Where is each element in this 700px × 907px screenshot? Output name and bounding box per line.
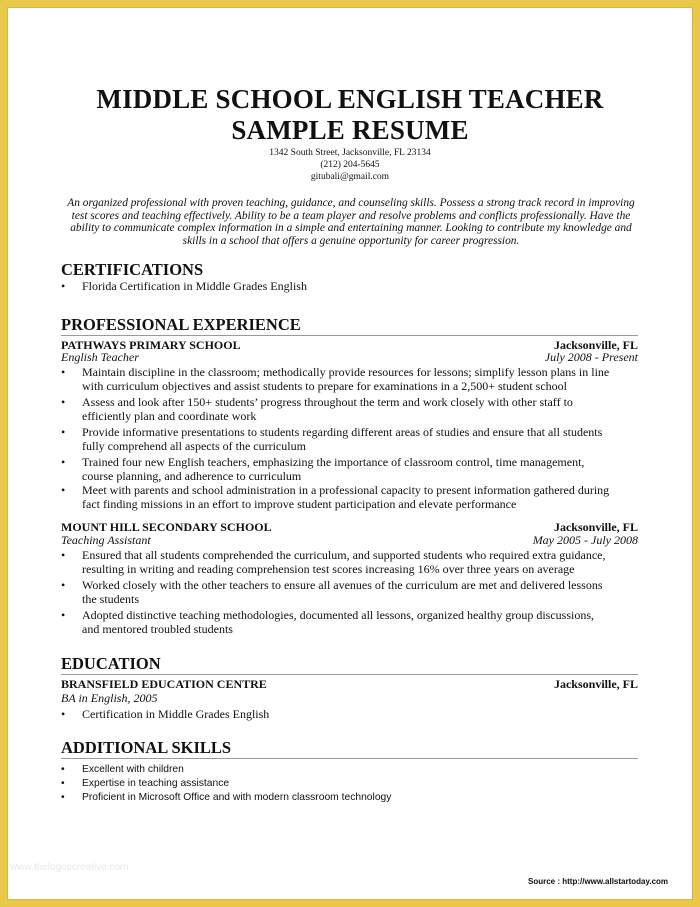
resume-page: MIDDLE SCHOOL ENGLISH TEACHER SAMPLE RESUME 1342 South Street, Jacksonville, FL 23134 (212) 204-5645 gitubali@gmail.com An organized professional with proven teaching, guidance, and counseling skills. Possess a strong track record in improving test scores and teaching effectively. Ability to be a team player and resolve problems and conflicts professionally. Have the ability to communicate complex information in a simple and entertaining manner. Looking to contribute my knowledge and skills in a school that offers a genuine opportunity for career progression. CERTIFICATIONS • Florida Certification in Middle Grades English PROFESSIONAL EXPERIENCE PATHWAYS PRIMARY SCHOOL Jacksonville, FL English Teacher July 2008 - Present • Maintain discipline in the classroom; methodically provide resources for lessons; simplify lesson plans in line with curriculum objectives and assist students to prepare for examinations in a 2,500+ student school • Assess and look after 150+ students’ progress throughout the term and work closely with other staff to efficiently plan and coordinate work • Provide informative presentations to students regarding different areas of studies and ensure that all students fully comprehend all aspects of the curriculum • Trained four new English teachers, emphasizing the importance of classroom control, time management, course planning, and adherence to curriculum • Meet with parents and school administration in a professional capacity to present information gathered during fact finding missions in an effort to improve student participation and elevate performance MOUNT HILL SECONDARY SCHOOL Jacksonville, FL Teaching Assistant May 2005 - July 2008 • Ensured that all students comprehended the curriculum, and supported students who required extra guidance, resulting in writing and reading comprehension test scores increasing 16% over three years on average • Worked closely with the other teachers to ensure all avenues of the curriculum are met and delivered lessons the students • Adopted distinctive teaching methodologies, documented all lessons, organized healthy group discussions, and mentored troubled students EDUCATION BRANSFIELD EDUCATION CENTRE Jacksonville, FL BA in English, 2005 • Certification in Middle Grades English ADDITIONAL SKILLS • Excellent with children • Expertise in teaching assistance • Proficient in Microsoft Office and with modern classroom technology [8, 8, 692, 899]
degree: BA in English, 2005 [61, 691, 158, 705]
certifications-heading: CERTIFICATIONS [61, 260, 204, 279]
bullet-text: the students [82, 591, 139, 606]
skills-heading: ADDITIONAL SKILLS [61, 738, 232, 757]
job-role: Teaching Assistant [61, 533, 151, 547]
bullet-text: fully comprehend all aspects of the curriculum [82, 438, 306, 453]
employer-name: PATHWAYS PRIMARY SCHOOL [61, 338, 241, 352]
bullet-text: resulting in writing and reading comprehension test scores increasing 16% over three years on average [82, 561, 575, 576]
job-subheader [61, 351, 638, 364]
bullet-text: Trained four new English teachers, emphasizing the importance of classroom control, time management, [82, 455, 585, 469]
job-location: Jacksonville, FL [553, 520, 638, 534]
job-dates: May 2005 - July 2008 [532, 533, 638, 547]
job-location: Jacksonville, FL [553, 338, 638, 352]
bullet-text: Maintain discipline in the classroom; methodically provide resources for lessons; simplify lesson plans in line [82, 365, 610, 379]
resume-title-line2: SAMPLE RESUME [231, 115, 469, 145]
bullet-text: Worked closely with the other teachers to ensure all avenues of the curriculum are met and delivered lessons [82, 578, 603, 592]
school-name: BRANSFIELD EDUCATION CENTRE [61, 677, 267, 691]
skill-text: Proficient in Microsoft Office and with modern classroom technology [82, 792, 392, 803]
bullet-text: Provide informative presentations to students regarding different areas of studies and ensure that all students [82, 425, 603, 439]
bullet-text: fact finding missions in an effort to improve student participation and elevate performance [82, 496, 517, 511]
summary-line: skills in a school that offers a genuine opportunity for career progression. [182, 234, 520, 247]
skill-text: Excellent with children [82, 764, 184, 775]
job-dates: July 2008 - Present [544, 350, 638, 364]
resume-title-line1: MIDDLE SCHOOL ENGLISH TEACHER [96, 84, 604, 114]
watermark: www.thelogoscreative.com [10, 862, 129, 873]
address: 1342 South Street, Jacksonville, FL 23134 [269, 148, 431, 158]
email: gitubali@gmail.com [310, 172, 390, 182]
summary-line: ability to communicate complex information in a simple and entertaining manner. Looking to contribute my knowledge and [70, 222, 632, 234]
section-divider [61, 335, 638, 336]
certification-text: Florida Certification in Middle Grades English [82, 279, 307, 293]
source-credit: Source : http://www.allstartoday.com [528, 877, 669, 886]
bullet-text: Ensured that all students comprehended the curriculum, and supported students who required extra guidance, [82, 548, 606, 562]
education-item-text: Certification in Middle Grades English [82, 707, 270, 721]
bullet-text: with curriculum objectives and assist students to prepare for examinations in a 2,500+ student school [82, 378, 567, 393]
skill-text: Expertise in teaching assistance [82, 778, 230, 789]
bullet-text: course planning, and adherence to curriculum [82, 468, 302, 483]
section-divider [61, 758, 638, 759]
school-location: Jacksonville, FL [553, 677, 638, 691]
job-role: English Teacher [61, 350, 139, 364]
phone: (212) 204-5645 [320, 160, 380, 170]
bullet-text: Meet with parents and school administration in a professional capacity to present information gathered during [82, 483, 610, 497]
education-heading: EDUCATION [61, 654, 161, 673]
employer-name: MOUNT HILL SECONDARY SCHOOL [61, 520, 272, 534]
job-subheader [61, 534, 638, 547]
bullet-text: Assess and look after 150+ students’ progress throughout the term and work closely with other staff to [82, 395, 573, 409]
experience-heading: PROFESSIONAL EXPERIENCE [61, 315, 301, 334]
bullet-text: efficiently plan and coordinate work [82, 408, 257, 423]
bullet-text: and mentored troubled students [82, 621, 233, 636]
summary-line: An organized professional with proven teaching, guidance, and counseling skills. Possess a strong track record in improving [67, 197, 635, 209]
section-divider [61, 674, 638, 675]
summary-line: test scores and teaching effectively. Ability to be a team player and resolve problems and conflicts professionally. Have the [71, 209, 631, 222]
bullet-text: Adopted distinctive teaching methodologies, documented all lessons, organized healthy group discussions, [82, 608, 595, 622]
